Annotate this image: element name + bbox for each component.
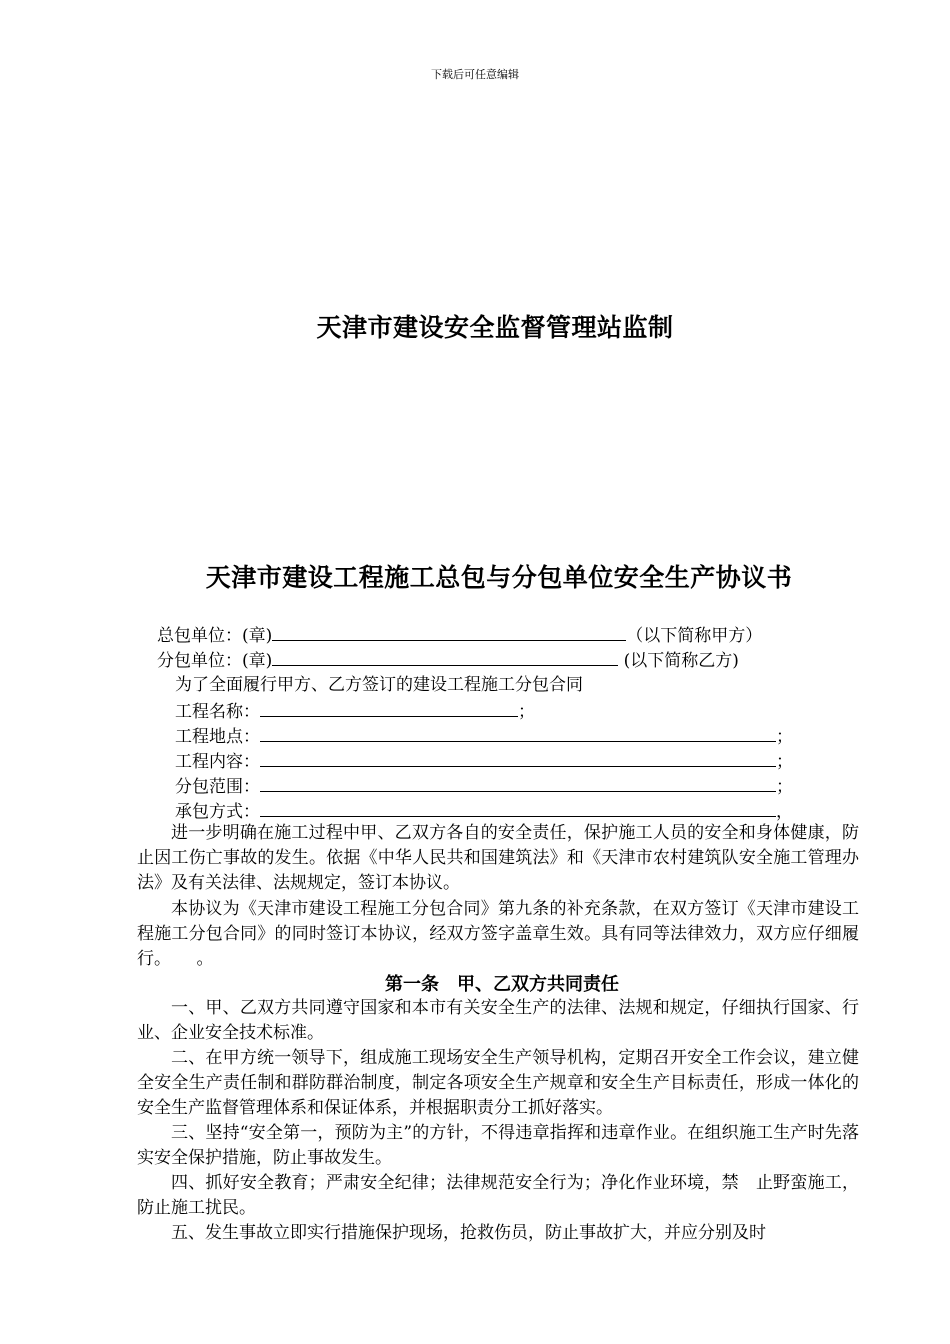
clause-item: 二、在甲方统一领导下，组成施工现场安全生产领导机构，定期召开安全工作会议，建立健全安全生产责任制和群防群治制度，制定各项安全生产规章和安全生产目标责任，形成一体化的安全生产监督管理体系和保证体系，并根据职责分工抓好落实。 bbox=[137, 1048, 859, 1118]
subcontract-scope-suffix: ； bbox=[776, 777, 793, 797]
project-location-suffix: ； bbox=[776, 727, 793, 747]
contract-method-blank[interactable] bbox=[260, 798, 776, 817]
paragraph-supplement: 本协议为《天津市建设工程施工分包合同》第九条的补充条款，在双方签订《天津市建设工程施工分包合同》的同时签订本协议，经双方签字盖章生效。具有同等法律效力，双方应仔细履行。 。 bbox=[137, 899, 859, 969]
contract-method-label: 承包方式： bbox=[175, 802, 260, 822]
subcontract-scope-line bbox=[175, 773, 793, 799]
project-content-blank[interactable] bbox=[260, 748, 776, 767]
subcontractor-label: 分包单位：(章) bbox=[157, 651, 273, 671]
project-name-suffix: ； bbox=[518, 702, 535, 722]
subcontractor-blank[interactable] bbox=[272, 647, 618, 666]
project-location-line bbox=[175, 723, 793, 749]
intro-line: 为了全面履行甲方、乙方签订的建设工程施工分包合同 bbox=[175, 675, 583, 695]
project-content-suffix: ； bbox=[776, 752, 793, 772]
project-location-blank[interactable] bbox=[260, 723, 776, 742]
clause-item: 三、坚持“安全第一，预防为主”的方针，不得违章指挥和违章作业。在组织施工生产时先落实安全保护措施，防止事故发生。 bbox=[137, 1123, 859, 1168]
project-content-label: 工程内容： bbox=[175, 752, 260, 772]
project-location-label: 工程地点： bbox=[175, 727, 260, 747]
contract-method-suffix: ， bbox=[776, 802, 793, 822]
clause-item: 一、甲、乙双方共同遵守国家和本市有关安全生产的法律、法规和规定，仔细执行国家、行业、企业安全技术标准。 bbox=[137, 998, 859, 1043]
general-contractor-blank[interactable] bbox=[272, 622, 626, 641]
header-note: 下载后可任意编辑 bbox=[431, 68, 519, 81]
general-contractor-suffix: （以下简称甲方） bbox=[626, 626, 763, 646]
clause-item: 四、抓好安全教育；严肃安全纪律；法律规范安全行为；净化作业环境，禁 止野蛮施工，防止施工扰民。 bbox=[137, 1173, 859, 1218]
clause-item: 五、发生事故立即实行措施保护现场，抢救伤员，防止事故扩大，并应分别及时 bbox=[171, 1223, 766, 1243]
subcontractor-suffix: (以下简称乙方) bbox=[623, 651, 739, 671]
project-name-line bbox=[175, 698, 535, 724]
paragraph-purpose: 进一步明确在施工过程中甲、乙双方各自的安全责任，保护施工人员的安全和身体健康，防止因工伤亡事故的发生。依据《中华人民共和国建筑法》和《天津市农村建筑队安全施工管理办法》及有关法律、法规规定，签订本协议。 bbox=[137, 823, 859, 893]
supervisor-title: 天津市建设安全监督管理站监制 bbox=[316, 313, 674, 342]
general-contractor-label: 总包单位：(章) bbox=[157, 626, 273, 646]
subcontract-scope-blank[interactable] bbox=[260, 773, 776, 792]
subcontractor-line bbox=[157, 647, 739, 673]
subcontract-scope-label: 分包范围： bbox=[175, 777, 260, 797]
project-content-line bbox=[175, 748, 793, 774]
document-title: 天津市建设工程施工总包与分包单位安全生产协议书 bbox=[205, 563, 793, 592]
project-name-label: 工程名称： bbox=[175, 702, 260, 722]
project-name-blank[interactable] bbox=[260, 698, 518, 717]
section-heading: 第一条 甲、乙双方共同责任 bbox=[385, 974, 619, 995]
general-contractor-line bbox=[157, 622, 762, 648]
